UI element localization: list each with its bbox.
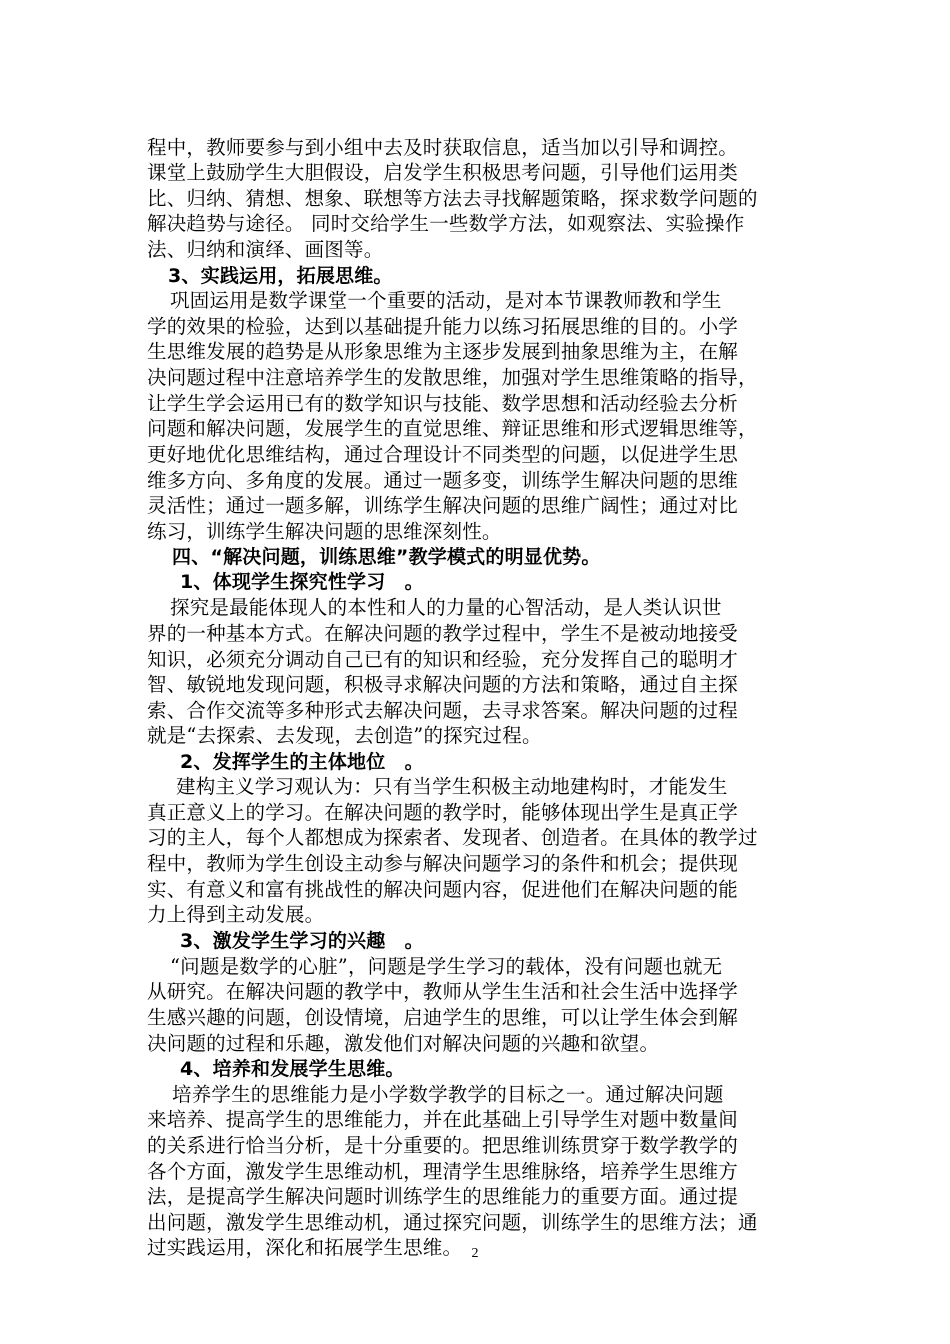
paragraph-line: 法，是提高学生解决问题时训练学生的思维能力的重要方面。通过提 bbox=[147, 1185, 739, 1208]
paragraph-line: 培养学生的思维能力是小学数学教学的目标之一。通过解决问题 bbox=[172, 1083, 724, 1106]
paragraph-line: 决问题过程中注意培养学生的发散思维，加强对学生思维策略的指导， bbox=[147, 366, 758, 389]
paragraph-line: 建构主义学习观认为：只有当学生积极主动地建构时，才能发生 bbox=[176, 775, 728, 798]
paragraph-line: 力上得到主动发展。 bbox=[147, 903, 325, 926]
paragraph-line: 更好地优化思维结构，通过合理设计不同类型的问题，以促进学生思 bbox=[147, 443, 739, 466]
paragraph-line: 生感兴趣的问题，创设情境，启迪学生的思维，可以让学生体会到解 bbox=[147, 1006, 739, 1029]
paragraph-line: 学的效果的检验，达到以基础提升能力以练习拓展思维的目的。小学 bbox=[147, 315, 739, 338]
paragraph-line: 练习，训练学生解决问题的思维深刻性。 bbox=[147, 520, 502, 543]
section-heading: 4、培养和发展学生思维。 bbox=[180, 1058, 405, 1080]
paragraph-line: 问题和解决问题，发展学生的直觉思维、辩证思维和形式逻辑思维等， bbox=[147, 417, 758, 440]
paragraph-line: 各个方面，激发学生思维动机，理清学生思维脉络，培养学生思维方 bbox=[147, 1160, 739, 1183]
paragraph-line: 习的主人，每个人都想成为探索者、发现者、创造者。在具体的教学过 bbox=[147, 826, 758, 849]
paragraph-line: 智、敏锐地发现问题，积极寻求解决问题的方法和策略，通过自主探 bbox=[147, 673, 739, 696]
paragraph-line: 程中，教师为学生创设主动参与解决问题学习的条件和机会；提供现 bbox=[147, 852, 739, 875]
section-heading: 3、激发学生学习的兴趣 。 bbox=[180, 930, 424, 952]
paragraph-line: 实、有意义和富有挑战性的解决问题内容，促进他们在解决问题的能 bbox=[147, 878, 739, 901]
paragraph-line: 比、归纳、猜想、想象、联想等方法去寻找解题策略，探求数学问题的 bbox=[147, 187, 758, 210]
page-number: 2 bbox=[471, 1246, 479, 1261]
paragraph-line: 真正意义上的学习。在解决问题的教学时，能够体现出学生是真正学 bbox=[147, 801, 739, 824]
paragraph-line: 来培养、提高学生的思维能力，并在此基础上引导学生对题中数量间 bbox=[147, 1108, 739, 1131]
paragraph-line: 让学生学会运用已有的数学知识与技能、数学思想和活动经验去分析 bbox=[147, 392, 739, 415]
paragraph-line: 过实践运用，深化和拓展学生思维。 bbox=[147, 1236, 463, 1259]
section-heading: 1、体现学生探究性学习 。 bbox=[180, 571, 424, 593]
paragraph-line: 决问题的过程和乐趣，激发他们对解决问题的兴趣和欲望。 bbox=[147, 1032, 660, 1055]
paragraph-line: 探究是最能体现人的本性和人的力量的心智活动，是人类认识世 bbox=[170, 596, 722, 619]
paragraph-line: 维多方向、多角度的发展。通过一题多变，训练学生解决问题的思维 bbox=[147, 469, 739, 492]
paragraph-line: 巩固运用是数学课堂一个重要的活动，是对本节课教师教和学生 bbox=[170, 289, 722, 312]
paragraph-line: 法、归纳和演绎、画图等。 bbox=[147, 238, 384, 261]
paragraph-line: 从研究。在解决问题的教学中，教师从学生生活和社会生活中选择学 bbox=[147, 980, 739, 1003]
paragraph-line: 知识，必须充分调动自己已有的知识和经验，充分发挥自己的聪明才 bbox=[147, 648, 739, 671]
paragraph-line: 课堂上鼓励学生大胆假设，启发学生积极思考问题，引导他们运用类 bbox=[147, 161, 739, 184]
paragraph-line: 就是“去探索、去发现，去创造”的探究过程。 bbox=[147, 724, 542, 747]
section-heading: 四、“解决问题，训练思维”教学模式的明显优势。 bbox=[172, 546, 601, 568]
paragraph-line: 灵活性；通过一题多解，训练学生解决问题的思维广阔性；通过对比 bbox=[147, 494, 739, 517]
section-heading: 3、实践运用，拓展思维。 bbox=[168, 265, 393, 287]
paragraph-line: 程中，教师要参与到小组中去及时获取信息，适当加以引导和调控。 bbox=[147, 136, 739, 159]
paragraph-line: 生思维发展的趋势是从形象思维为主逐步发展到抽象思维为主，在解 bbox=[147, 340, 739, 363]
paragraph-line: 的关系进行恰当分析，是十分重要的。把思维训练贯穿于数学教学的 bbox=[147, 1134, 739, 1157]
paragraph-line: 界的一种基本方式。在解决问题的教学过程中，学生不是被动地接受 bbox=[147, 622, 739, 645]
paragraph-line: “问题是数学的心脏”，问题是学生学习的载体，没有问题也就无 bbox=[170, 955, 723, 978]
paragraph-line: 索、合作交流等多种形式去解决问题，去寻求答案。解决问题的过程 bbox=[147, 699, 739, 722]
paragraph-line: 出问题，激发学生思维动机，通过探究问题，训练学生的思维方法；通 bbox=[147, 1211, 758, 1234]
paragraph-line: 解决趋势与途径。 同时交给学生一些数学方法，如观察法、实验操作 bbox=[147, 212, 745, 235]
section-heading: 2、发挥学生的主体地位 。 bbox=[180, 751, 424, 773]
